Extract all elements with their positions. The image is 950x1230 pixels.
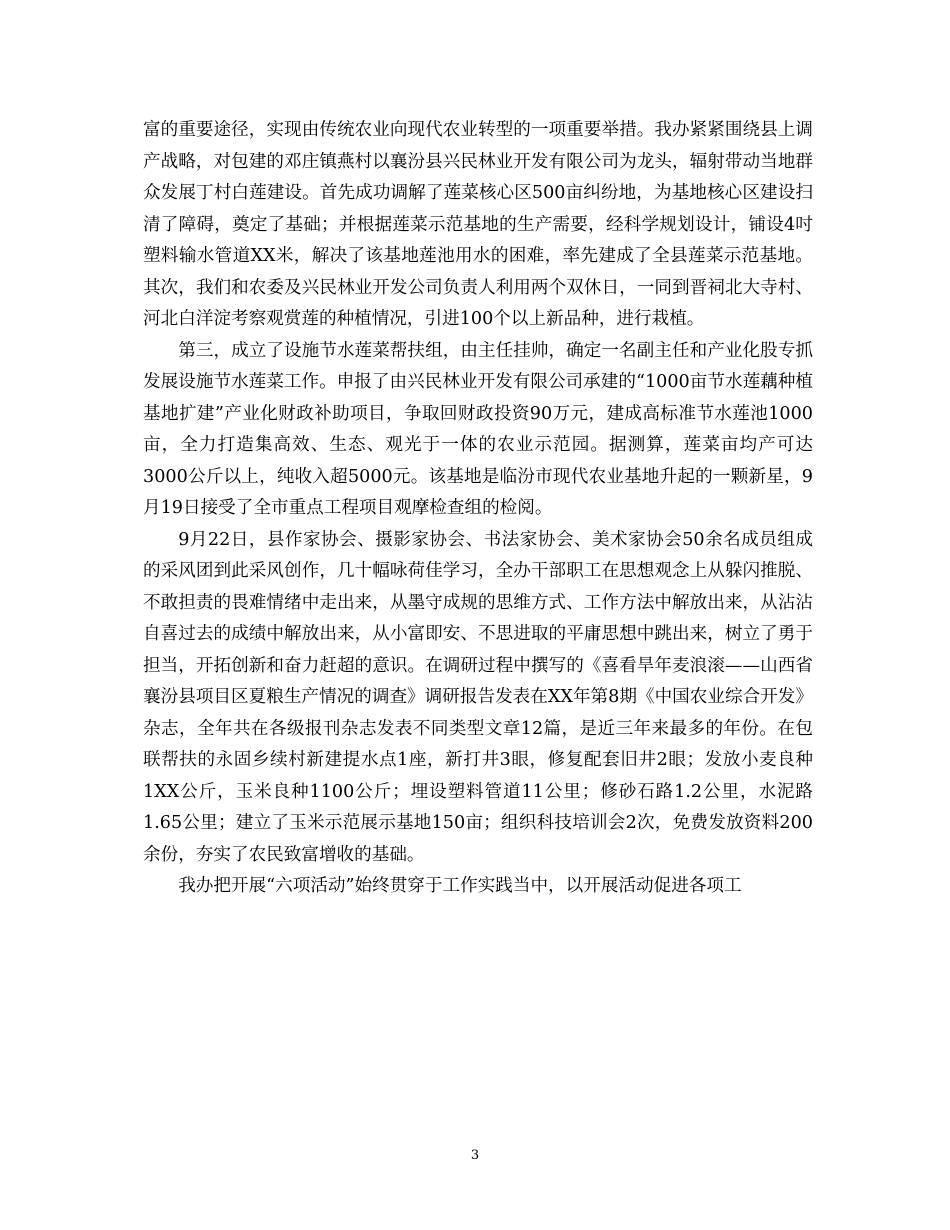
body-paragraph-2: 第三，成立了设施节水莲菜帮扶组，由主任挂帅，确定一名副主任和产业化股专抓发展设施节水莲菜工作。申报了由兴民林业开发有限公司承建的“1000亩节水莲藕种植基地扩建”产业化财政补助项目，争取回财政投资90万元，建成高标准节水莲池1000亩，全力打造集高效、生态、观光于一体的农业示范园。据测算，莲菜亩均产可达3000公斤以上，纯收入超5000元。该基地是临汾市现代农业基地升起的一颗新星，9月19日接受了全市重点工程项目观摩检查组的检阅。 [143, 340, 813, 518]
body-paragraph-1: 富的重要途径，实现由传统农业向现代农业转型的一项重要举措。我办紧紧围绕县上调产战略，对包建的邓庄镇燕村以襄汾县兴民林业开发有限公司为龙头，辐射带动当地群众发展丁村白莲建设。首先成功调解了莲菜核心区500亩纠纷地，为基地核心区建设扫清了障碍，奠定了基础；并根据莲菜示范基地的生产需要，经科学规划设计，铺设4吋塑料输水管道XX米，解决了该基地莲池用水的困难，率先建成了全县莲菜示范基地。其次，我们和农委及兴民林业开发公司负责人利用两个双休日，一同到晋祠北大寺村、河北白洋淀考察观赏莲的种植情况，引进100个以上新品种，进行栽植。 [143, 120, 813, 329]
body-paragraph-3: 9月22日，县作家协会、摄影家协会、书法家协会、美术家协会50余名成员组成的采风团到此采风创作，几十幅咏荷佳学习，全办干部职工在思想观念上从躲闪推脱、不敢担责的畏难情绪中走出来，从墨守成规的思维方式、工作方法中解放出来，从沾沾自喜过去的成绩中解放出来，从小富即安、不思进取的平庸思想中跳出来，树立了勇于担当，开拓创新和奋力赶超的意识。在调研过程中撰写的《喜看旱年麦浪滚——山西省襄汾县项目区夏粮生产情况的调查》调研报告发表在XX年第8期《中国农业综合开发》杂志，全年共在各级报刊杂志发表不同类型文章12篇，是近三年来最多的年份。在包联帮扶的永固乡续村新建提水点1座，新打井3眼，修复配套旧井2眼；发放小麦良种1XX公斤，玉米良种1100公斤；埋设塑料管道11公里；修砂石路1.2公里，水泥路1.65公里；建立了玉米示范展示基地150亩；组织科技培训会2次，免费发放资料200余份，夯实了农民致富增收的基础。 [143, 529, 813, 865]
body-paragraph-4: 我办把开展“六项活动”始终贯穿于工作实践当中，以开展活动促进各项工 [178, 876, 742, 896]
page-number: 3 [470, 1148, 480, 1163]
document-body [143, 115, 813, 903]
